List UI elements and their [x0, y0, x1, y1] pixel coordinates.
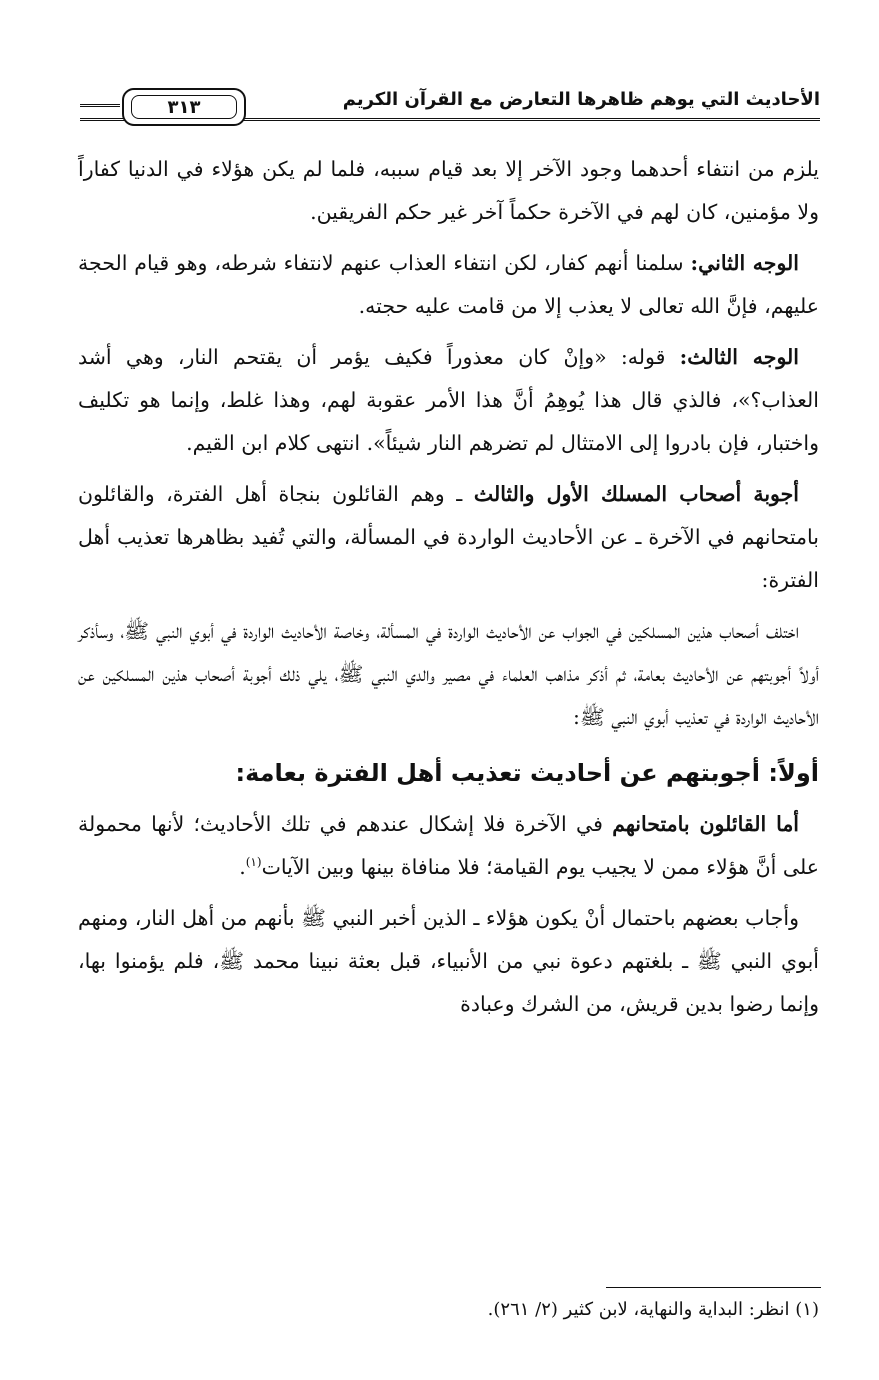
paragraph-2-lead: الوجه الثاني: — [690, 251, 799, 275]
page-number: ٣١٣ — [131, 95, 237, 119]
header-left-rule — [80, 104, 120, 107]
paragraph-6-text: في الآخرة فلا إشكال عندهم في تلك الأحاديث؛ لأنها محمولة على أنَّ هؤلاء ممن لا يجيب يوم القيامة؛ فلا منافاة بينها وبين الآيات — [78, 812, 819, 879]
footnote-marker[interactable]: (١) — [245, 855, 262, 870]
paragraph-6-end: . — [239, 855, 246, 879]
paragraph-3-lead: الوجه الثالث: — [679, 345, 799, 369]
body-text — [78, 148, 819, 1034]
section-heading: أولاً: أجوبتهم عن أحاديث تعذيب أهل الفترة بعامة: — [235, 759, 819, 787]
footnote: (١) انظر: البداية والنهاية، لابن كثير (٢/ ٢٦١). — [487, 1299, 819, 1320]
paragraph-4-text: ـ وهم القائلون بنجاة أهل الفترة، والقائلون بامتحانهم في الآخرة ـ عن الأحاديث الواردة في المسألة، والتي تُفيد بظاهرها تعذيب أهل الفترة: — [78, 482, 819, 592]
paragraph-7: وأجاب بعضهم باحتمال أنْ يكون هؤلاء ـ الذين أخبر النبي ﷺ بأنهم من أهل النار، ومنهم أبوي النبي ﷺ ـ بلغتهم دعوة نبي من الأنبياء، قبل بعثة نبينا محمد ﷺ، فلم يؤمنوا بها، وإنما رضوا بدين قريش، من الشرك وعبادة — [78, 906, 819, 1016]
paragraph-6-lead: أما القائلون بامتحانهم — [612, 812, 799, 836]
page-number-frame — [122, 88, 246, 126]
paragraph-4-lead: أجوبة أصحاب المسلك الأول والثالث — [473, 482, 800, 506]
paragraph-3-text: قوله: «وإنْ كان معذوراً فكيف يؤمر أن يقتحم النار، وهي أشد العذاب؟»، فالذي قال هذا يُوهِمُ أنَّ هذا الأمر عقوبة لهم، وهذا غلط، وإنما هو تكليف واختبار، فإن بادروا إلى الامتثال لم تضرهم النار شيئاً». انتهى كلام ابن القيم. — [78, 345, 819, 455]
paragraph-1: يلزم من انتفاء أحدهما وجود الآخر إلا بعد قيام سببه، فلما لم يكن هؤلاء في الدنيا كفاراً ولا مؤمنين، كان لهم في الآخرة حكماً آخر غير حكم الفريقين. — [78, 157, 819, 224]
paragraph-5: اختلف أصحاب هذين المسلكين في الجواب عن الأحاديث الواردة في المسألة، وخاصة الأحاديث الواردة في أبوي النبي ﷺ، وسأذكر أولاً أجوبتهم عن الأحاديث بعامة، ثم أذكر مذاهب العلماء في مصير والدي النبي ﷺ، يلي ذلك أجوبة أصحاب هذين المسلكين عن الأحاديث الواردة في تعذيب أبوي النبي ﷺ: — [78, 619, 819, 729]
paragraph-6 — [78, 803, 819, 889]
paragraph-4 — [78, 473, 819, 602]
running-header — [80, 88, 820, 133]
paragraph-3 — [78, 336, 819, 465]
header-title: الأحاديث التي يوهم ظاهرها التعارض مع القرآن الكريم — [342, 89, 820, 110]
footnote-rule — [606, 1287, 821, 1288]
paragraph-2 — [78, 242, 819, 328]
paragraph-2-text: سلمنا أنهم كفار، لكن انتفاء العذاب عنهم لانتفاء شرطه، وهو قيام الحجة عليهم، فإنَّ الله تعالى لا يعذب إلا من قامت عليه حجته. — [78, 251, 819, 318]
